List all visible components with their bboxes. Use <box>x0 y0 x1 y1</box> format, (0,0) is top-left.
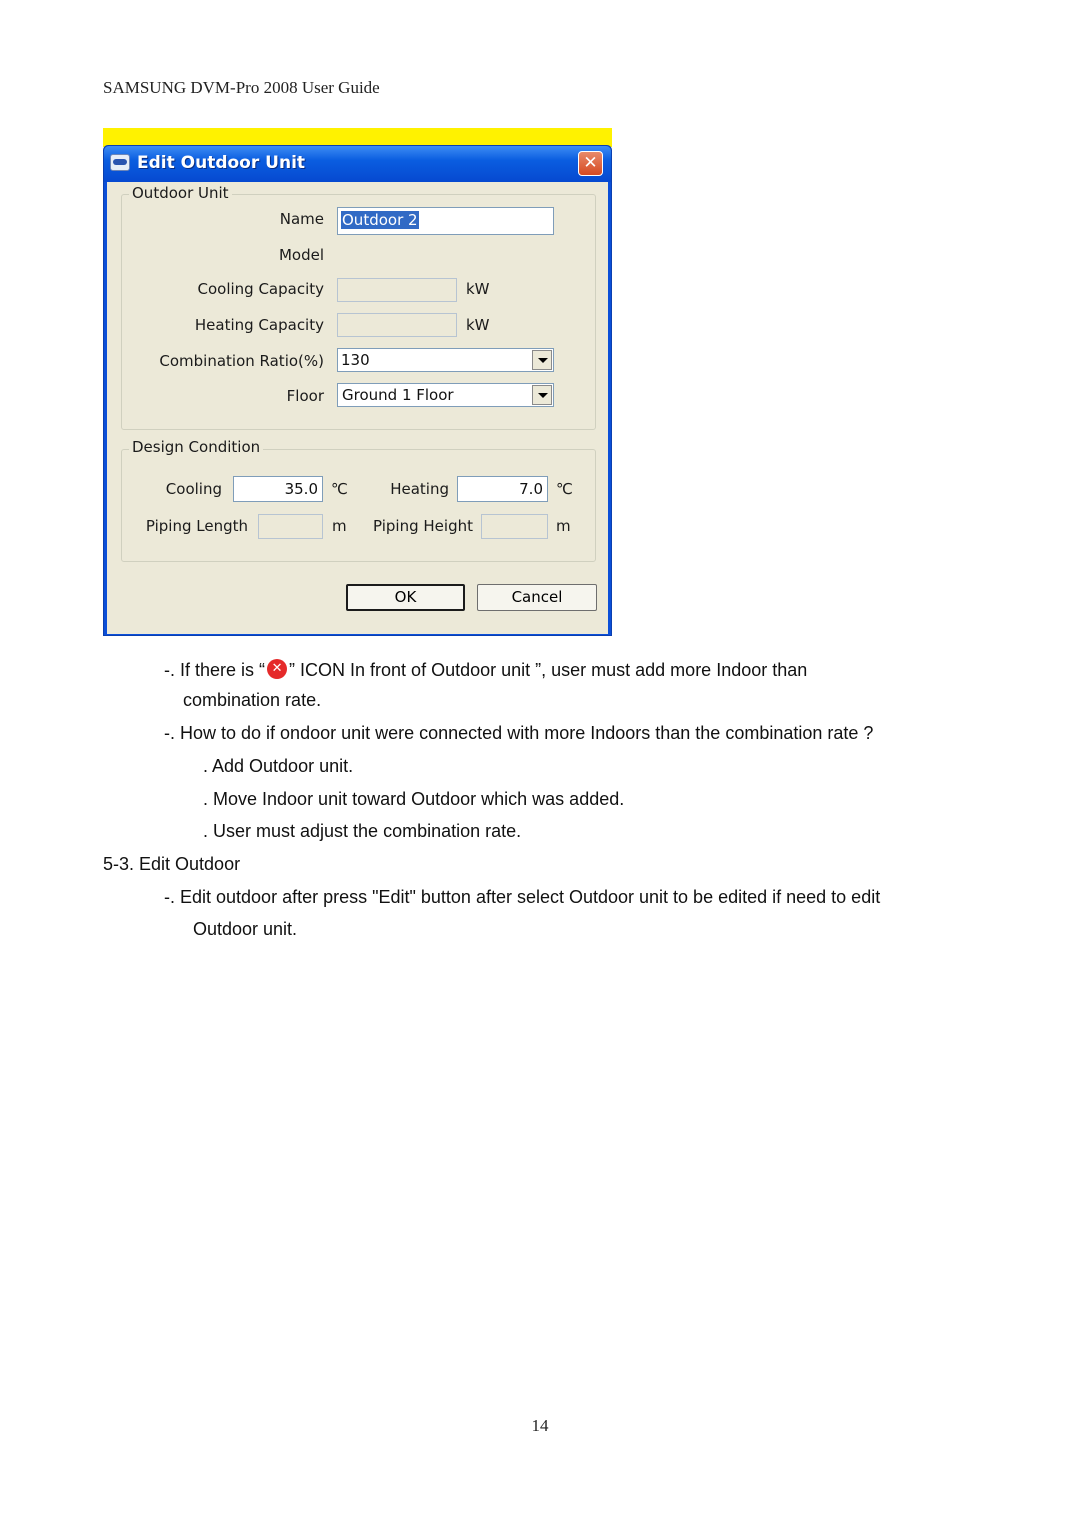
paragraph-line-2: -. How to do if ondoor unit were connected with more Indoors than the combination rate ? <box>164 723 874 743</box>
step-2: . Move Indoor unit toward Outdoor which was added. <box>203 789 625 809</box>
cooling-input[interactable] <box>233 476 323 502</box>
floor-label: Floor <box>286 387 324 405</box>
piping-length-field <box>258 514 323 539</box>
cooling-capacity-unit: kW <box>466 280 490 298</box>
dialog-titlebar <box>104 146 611 182</box>
piping-height-label: Piping Height <box>373 517 473 535</box>
line1-suffix: ” ICON In front of Outdoor unit ”, user must add more Indoor than <box>289 660 808 680</box>
combination-ratio-value: 130 <box>341 351 370 369</box>
design-condition-legend: Design Condition <box>129 438 263 456</box>
design-condition-group <box>121 449 596 562</box>
cancel-button[interactable]: Cancel <box>477 584 597 611</box>
close-icon[interactable]: ✕ <box>578 151 603 176</box>
name-label: Name <box>279 210 324 228</box>
paragraph-line-3-cont: Outdoor unit. <box>193 919 298 939</box>
cooling-value: 35.0 <box>284 480 318 498</box>
heating-label: Heating <box>390 480 449 498</box>
outdoor-unit-legend: Outdoor Unit <box>129 184 232 202</box>
combination-ratio-select[interactable] <box>337 348 554 372</box>
piping-height-field <box>481 514 548 539</box>
chevron-down-icon[interactable] <box>532 385 552 405</box>
heating-unit: ℃ <box>556 480 573 498</box>
heating-value: 7.0 <box>519 480 543 498</box>
paragraph-line-1 <box>164 659 807 681</box>
combination-ratio-label: Combination Ratio(%) <box>159 352 324 370</box>
heating-input[interactable] <box>457 476 548 502</box>
name-input[interactable] <box>337 207 554 235</box>
name-input-value: Outdoor 2 <box>342 211 418 229</box>
dialog-client-area <box>107 182 608 634</box>
dvm-app-icon <box>110 154 130 171</box>
cooling-unit: ℃ <box>331 480 348 498</box>
floor-select[interactable] <box>337 383 554 407</box>
step-1: . Add Outdoor unit. <box>203 756 354 776</box>
heating-capacity-label: Heating Capacity <box>194 316 324 334</box>
line1-prefix: -. If there is “ <box>164 660 266 680</box>
document-header: SAMSUNG DVM-Pro 2008 User Guide <box>103 78 380 97</box>
heating-capacity-unit: kW <box>466 316 490 334</box>
paragraph-line-3: -. Edit outdoor after press "Edit" button after select Outdoor unit to be edited if need to edit <box>164 887 881 907</box>
cooling-capacity-label: Cooling Capacity <box>197 280 324 298</box>
paragraph-line-1-cont: combination rate. <box>183 690 322 710</box>
cooling-capacity-field <box>337 278 457 302</box>
piping-length-unit: m <box>332 517 347 535</box>
piping-height-unit: m <box>556 517 571 535</box>
cooling-label: Cooling <box>165 480 222 498</box>
x-circle-icon: ✕ <box>267 659 287 679</box>
page-number: 14 <box>531 1416 549 1435</box>
dialog-title: Edit Outdoor Unit <box>137 153 306 173</box>
piping-length-label: Piping Length <box>145 517 248 535</box>
edit-outdoor-unit-dialog <box>103 145 612 636</box>
section-heading: 5-3. Edit Outdoor <box>103 854 241 874</box>
floor-value: Ground 1 Floor <box>342 386 454 404</box>
heating-capacity-field <box>337 313 457 337</box>
model-label: Model <box>278 246 324 264</box>
ok-button[interactable]: OK <box>346 584 465 611</box>
chevron-down-icon[interactable] <box>532 350 552 370</box>
step-3: . User must adjust the combination rate. <box>203 821 522 841</box>
